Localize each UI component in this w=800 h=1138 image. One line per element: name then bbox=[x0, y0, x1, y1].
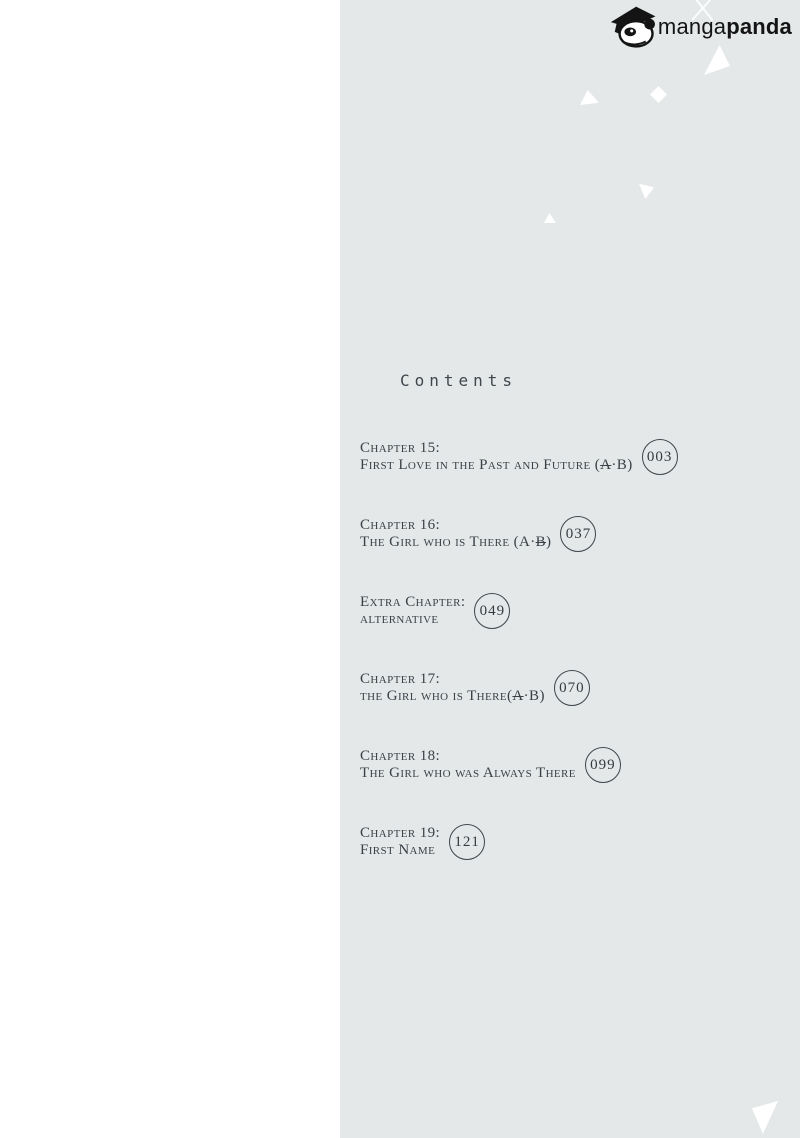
entry-text bbox=[360, 671, 545, 705]
page-number-circle bbox=[642, 439, 678, 475]
contents-entry bbox=[360, 593, 700, 629]
contents-entry bbox=[360, 670, 700, 706]
entry-text bbox=[360, 517, 551, 551]
chapter-title-part: ·B) bbox=[611, 457, 633, 473]
entry-text bbox=[360, 748, 576, 782]
entry-text bbox=[360, 825, 440, 859]
chapter-title bbox=[360, 457, 633, 474]
chapter-title-part: ) bbox=[546, 534, 552, 550]
contents-entry bbox=[360, 747, 700, 783]
page-number: 037 bbox=[565, 525, 592, 542]
page-number-circle bbox=[474, 593, 510, 629]
chapter-title-part: B bbox=[535, 534, 547, 550]
entry-text bbox=[360, 594, 465, 628]
page-number-circle bbox=[585, 747, 621, 783]
contents-entry bbox=[360, 439, 700, 475]
chapter-title-part: A bbox=[512, 688, 524, 704]
logo-text bbox=[658, 14, 792, 40]
chapter-label: Extra Chapter: bbox=[360, 594, 466, 610]
contents-entry bbox=[360, 516, 700, 552]
chapter-title bbox=[360, 611, 465, 628]
chapter-title-part: alternative bbox=[360, 611, 439, 627]
chapter-label: Chapter 18: bbox=[360, 748, 441, 764]
page-number-circle bbox=[560, 516, 596, 552]
chapter-title bbox=[360, 534, 551, 551]
chapter-title bbox=[360, 765, 576, 782]
chapter-label: Chapter 15: bbox=[360, 440, 441, 456]
chapter-label: Chapter 16: bbox=[360, 517, 441, 533]
chapter-label: Chapter 19: bbox=[360, 825, 441, 841]
page-number: 099 bbox=[590, 756, 616, 773]
chapter-title-part: First Name bbox=[360, 842, 436, 858]
page-number-circle bbox=[449, 824, 485, 860]
entry-text bbox=[360, 440, 633, 474]
chapter-title bbox=[360, 688, 545, 705]
chapter-title-part: ·B) bbox=[523, 688, 545, 704]
page-number: 049 bbox=[479, 602, 506, 619]
chapter-title-part: the Girl who is There( bbox=[360, 688, 513, 704]
chapter-label: Chapter 17: bbox=[360, 671, 441, 687]
chapter-title-part: The Girl who was Always There bbox=[360, 765, 576, 781]
chapter-title bbox=[360, 842, 440, 859]
chapter-title-part: The Girl who is There (A· bbox=[360, 534, 536, 550]
logo-text-panda: panda bbox=[726, 14, 792, 39]
page-number: 121 bbox=[454, 833, 480, 850]
mangapanda-logo bbox=[607, 4, 792, 50]
logo-text-manga: manga bbox=[657, 14, 727, 39]
contents-heading: Contents bbox=[400, 371, 518, 390]
page-number-circle bbox=[554, 670, 590, 706]
chapter-title-part: First Love in the Past and Future ( bbox=[360, 457, 601, 473]
chapter-title-part: A bbox=[600, 457, 612, 473]
page-number: 003 bbox=[646, 448, 673, 465]
contents-list bbox=[360, 439, 700, 901]
contents-entry bbox=[360, 824, 700, 860]
page-number: 070 bbox=[559, 679, 585, 696]
